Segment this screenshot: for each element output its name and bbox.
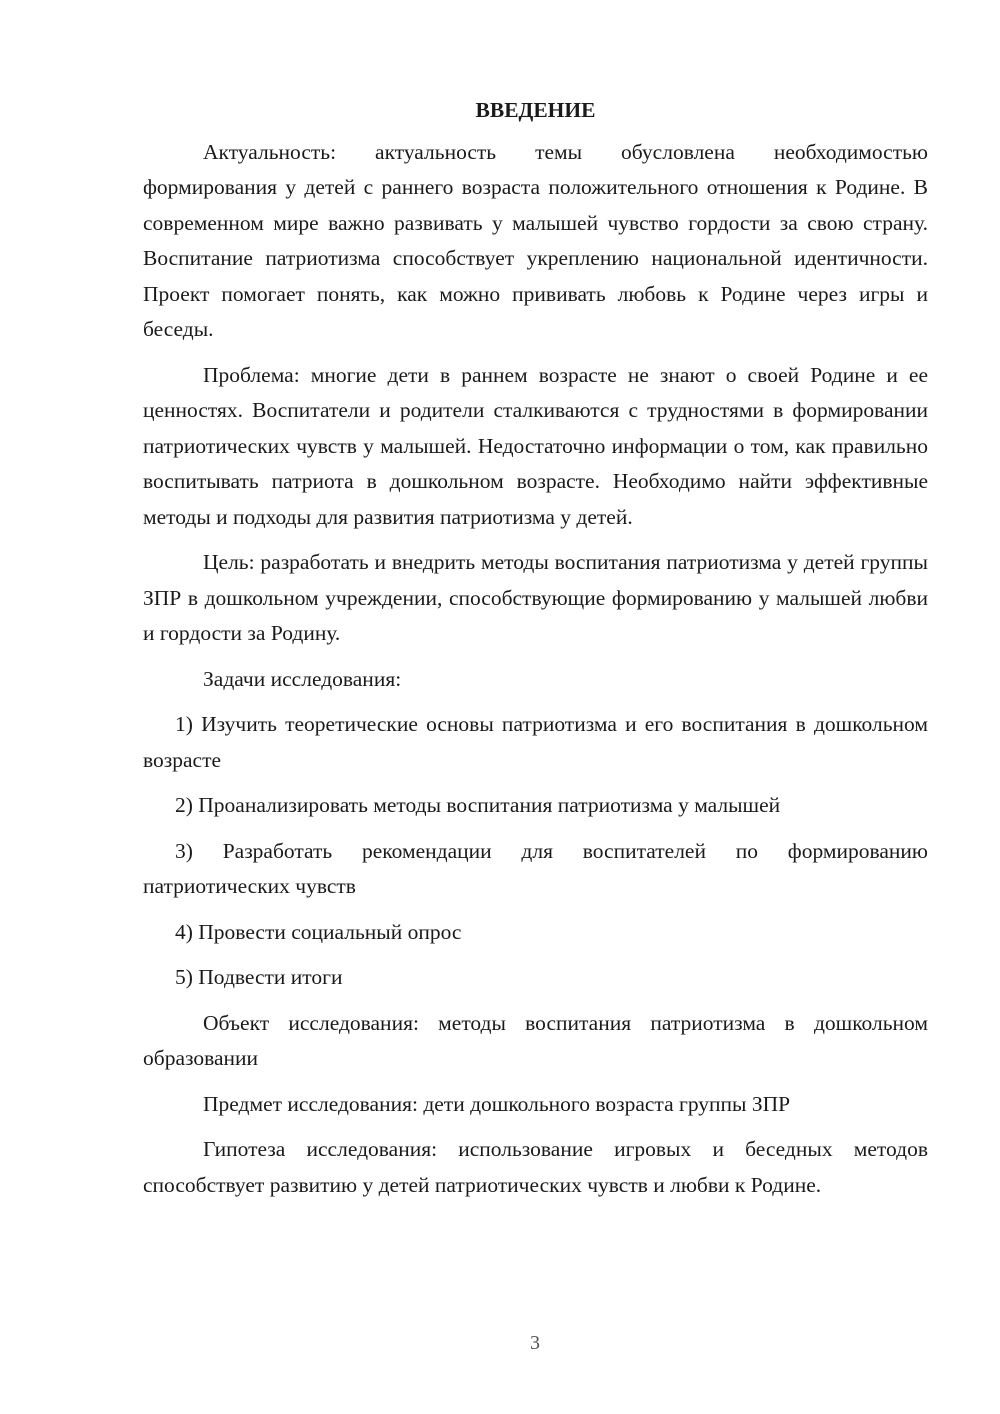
problem-paragraph: Проблема: многие дети в раннем возрасте не знают о своей Родине и ее ценностях. Воспитатели и родители сталкиваются с трудностями в формировании патриотических чувств у малышей. Недостаточно информации о том, как правильно воспитывать патриота в дошкольном возрасте. Необходимо найти эффективные методы и подходы для развития патриотизма у детей. [143, 362, 928, 529]
tasks-list [143, 707, 928, 996]
task-item: 2) Проанализировать методы воспитания патриотизма у малышей [175, 793, 781, 817]
task-item: 5) Подвести итоги [175, 965, 343, 989]
object-paragraph: Объект исследования: методы воспитания патриотизма в дошкольном образовании [143, 1010, 928, 1070]
relevance-paragraph: Актуальность: актуальность темы обусловлена необходимостью формирования у детей с раннего возраста положительного отношения к Родине. В современном мире важно развивать у малышей чувство гордости за свою страну. Воспитание патриотизма способствует укреплению национальной идентичности. Проект помогает понять, как можно прививать любовь к Родине через игры и беседы. [143, 139, 928, 341]
goal-paragraph: Цель: разработать и внедрить методы воспитания патриотизма у детей группы ЗПР в дошкольном учреждении, способствующие формированию у малышей любви и гордости за Родину. [143, 550, 928, 645]
section-title: ВВЕДЕНИЕ [475, 98, 596, 122]
page-number: 3 [530, 1332, 540, 1354]
task-item: 3) Разработать рекомендации для воспитателей по формированию патриотических чувств [143, 838, 928, 898]
tasks-heading: Задачи исследования: [203, 666, 402, 691]
task-item: 4) Провести социальный опрос [175, 919, 462, 944]
document-body [143, 93, 928, 1213]
task-item: 1) Изучить теоретические основы патриотизма и его воспитания в дошкольном возрасте [143, 712, 928, 772]
hypothesis-paragraph: Гипотеза исследования: использование игровых и беседных методов способствует развитию у детей патриотических чувств и любви к Родине. [143, 1137, 928, 1197]
subject-paragraph: Предмет исследования: дети дошкольного возраста группы ЗПР [203, 1091, 791, 1116]
